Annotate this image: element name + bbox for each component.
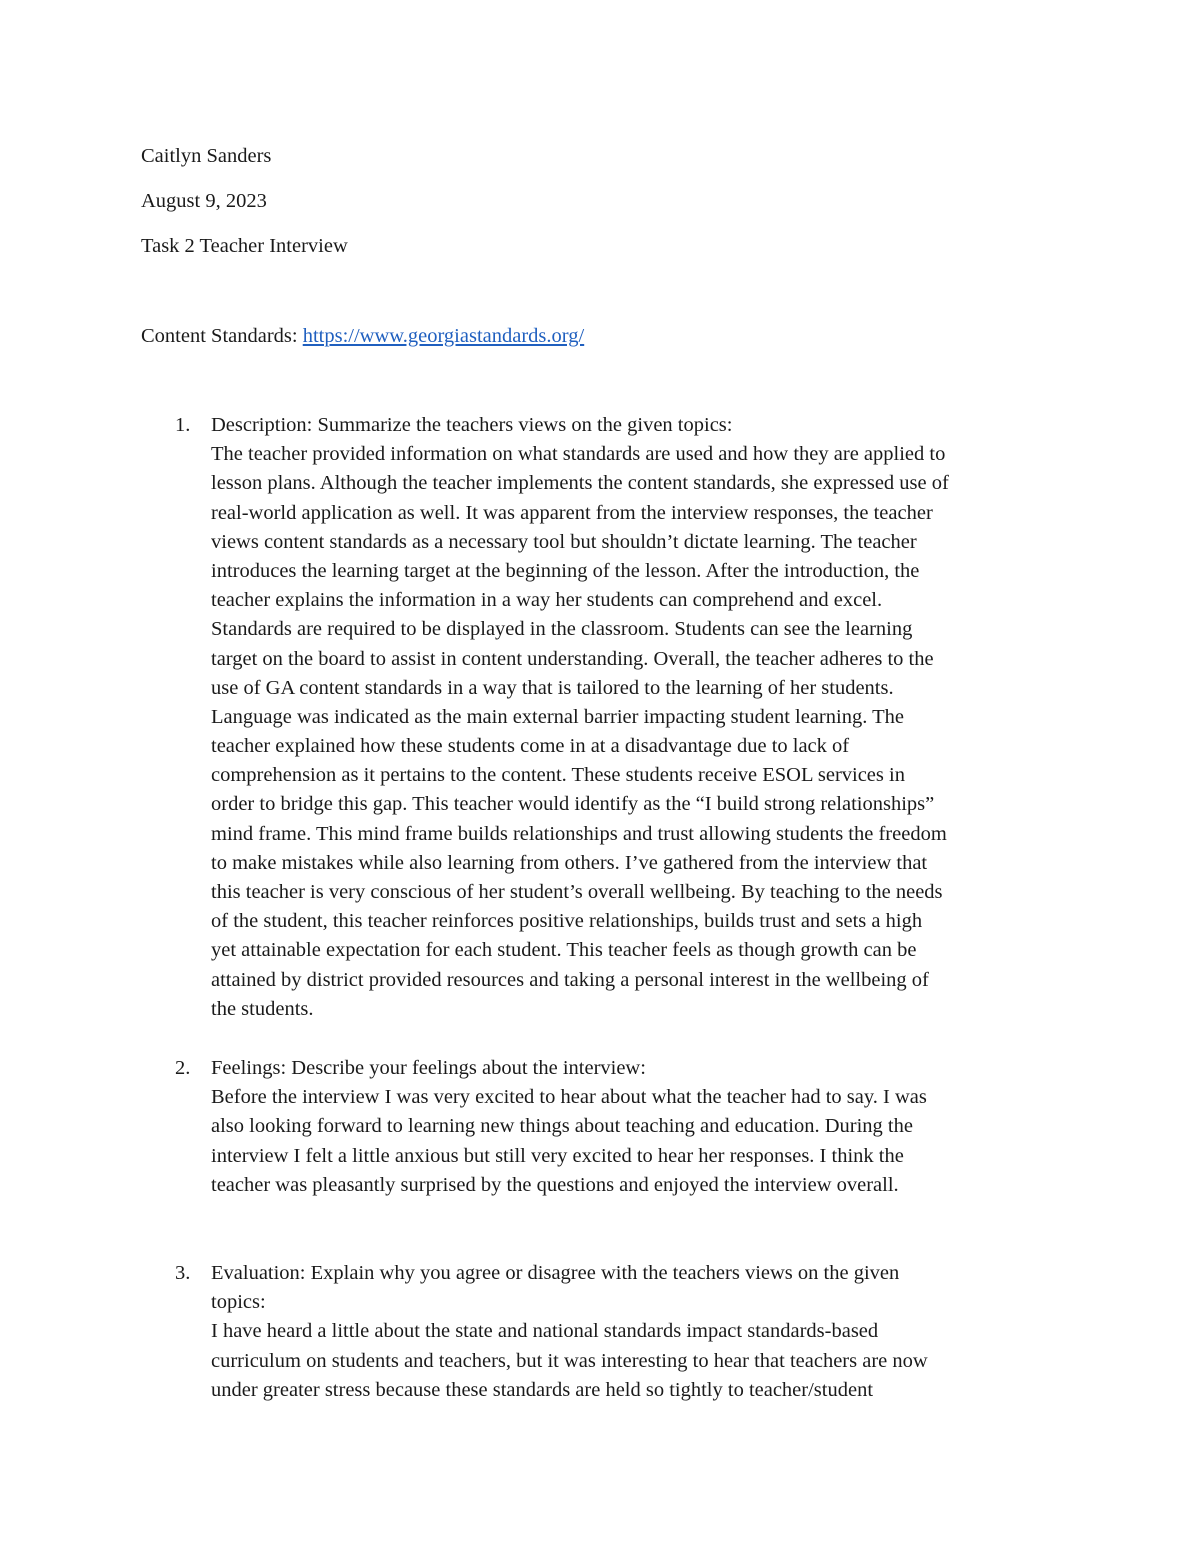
text-line: real-world application as well. It was apparent from the interview responses, the teacher	[211, 501, 933, 524]
text-line: introduces the learning target at the beginning of the lesson. After the introduction, the	[211, 559, 920, 582]
text-line: this teacher is very conscious of her student’s overall wellbeing. By teaching to the needs	[211, 881, 943, 903]
text-line: also looking forward to learning new things about teaching and education. During the	[211, 1115, 913, 1138]
text-line: use of GA content standards in a way that is tailored to the learning of her students.	[211, 676, 894, 699]
text-line: of the student, this teacher reinforces positive relationships, builds trust and sets a high	[211, 910, 923, 933]
text-line: target on the board to assist in content understanding. Overall, the teacher adheres to the	[211, 647, 934, 670]
list-number: 2.	[175, 1057, 191, 1079]
text-line: Feelings: Describe your feelings about the interview:	[211, 1057, 646, 1079]
text-line: Language was indicated as the main external barrier impacting student learning. The	[211, 705, 904, 728]
text-line: teacher explains the information in a way her students can comprehend and excel.	[211, 589, 883, 612]
text-line: yet attainable expectation for each student. This teacher feels as though growth can be	[211, 939, 917, 962]
text-line: The teacher provided information on what standards are used and how they are applied to	[211, 443, 946, 466]
text-line: Standards are required to be displayed in the classroom. Students can see the learning	[211, 618, 913, 641]
text-line: teacher was pleasantly surprised by the questions and enjoyed the interview overall.	[211, 1173, 899, 1196]
text-line: mind frame. This mind frame builds relationships and trust allowing students the freedom	[211, 822, 947, 845]
list-item-text	[211, 411, 1075, 1024]
content-standards-label: Content Standards:	[141, 325, 298, 347]
text-line: comprehension as it pertains to the content. These students receive ESOL services in	[211, 764, 905, 787]
list-item-text	[211, 1259, 1075, 1405]
text-line: attained by district provided resources and taking a personal interest in the wellbeing of	[211, 968, 929, 991]
document-date: August 9, 2023	[141, 190, 267, 212]
text-line: topics:	[211, 1291, 266, 1314]
georgia-standards-link[interactable]: https://www.georgiastandards.org/	[302, 325, 585, 347]
text-line: curriculum on students and teachers, but it was interesting to hear that teachers are now	[211, 1349, 928, 1372]
text-line: Before the interview I was very excited to hear about what the teacher had to say. I was	[211, 1086, 927, 1109]
list-item-text	[211, 1054, 1075, 1200]
list-number: 1.	[175, 414, 191, 436]
text-line: interview I felt a little anxious but still very excited to hear her responses. I think the	[211, 1144, 904, 1167]
text-line: lesson plans. Although the teacher implements the content standards, she expressed use of	[211, 472, 949, 495]
text-line: the students.	[211, 997, 314, 1020]
text-line: Evaluation: Explain why you agree or disagree with the teachers views on the given	[211, 1262, 900, 1284]
text-line: order to bridge this gap. This teacher would identify as the “I build strong relationships”	[211, 793, 935, 816]
author-name: Caitlyn Sanders	[141, 145, 272, 167]
content-standards-line	[141, 324, 584, 348]
text-line: to make mistakes while also learning from others. I’ve gathered from the interview that	[211, 851, 928, 874]
text-line: I have heard a little about the state and national standards impact standards-based	[211, 1320, 879, 1343]
document-title: Task 2 Teacher Interview	[141, 235, 348, 257]
text-line: Description: Summarize the teachers views on the given topics:	[211, 414, 733, 436]
text-line: under greater stress because these standards are held so tightly to teacher/student	[211, 1378, 874, 1401]
list-number: 3.	[175, 1262, 191, 1284]
text-line: views content standards as a necessary tool but shouldn’t dictate learning. The teacher	[211, 530, 917, 553]
text-line: teacher explained how these students come in at a disadvantage due to lack of	[211, 735, 850, 758]
